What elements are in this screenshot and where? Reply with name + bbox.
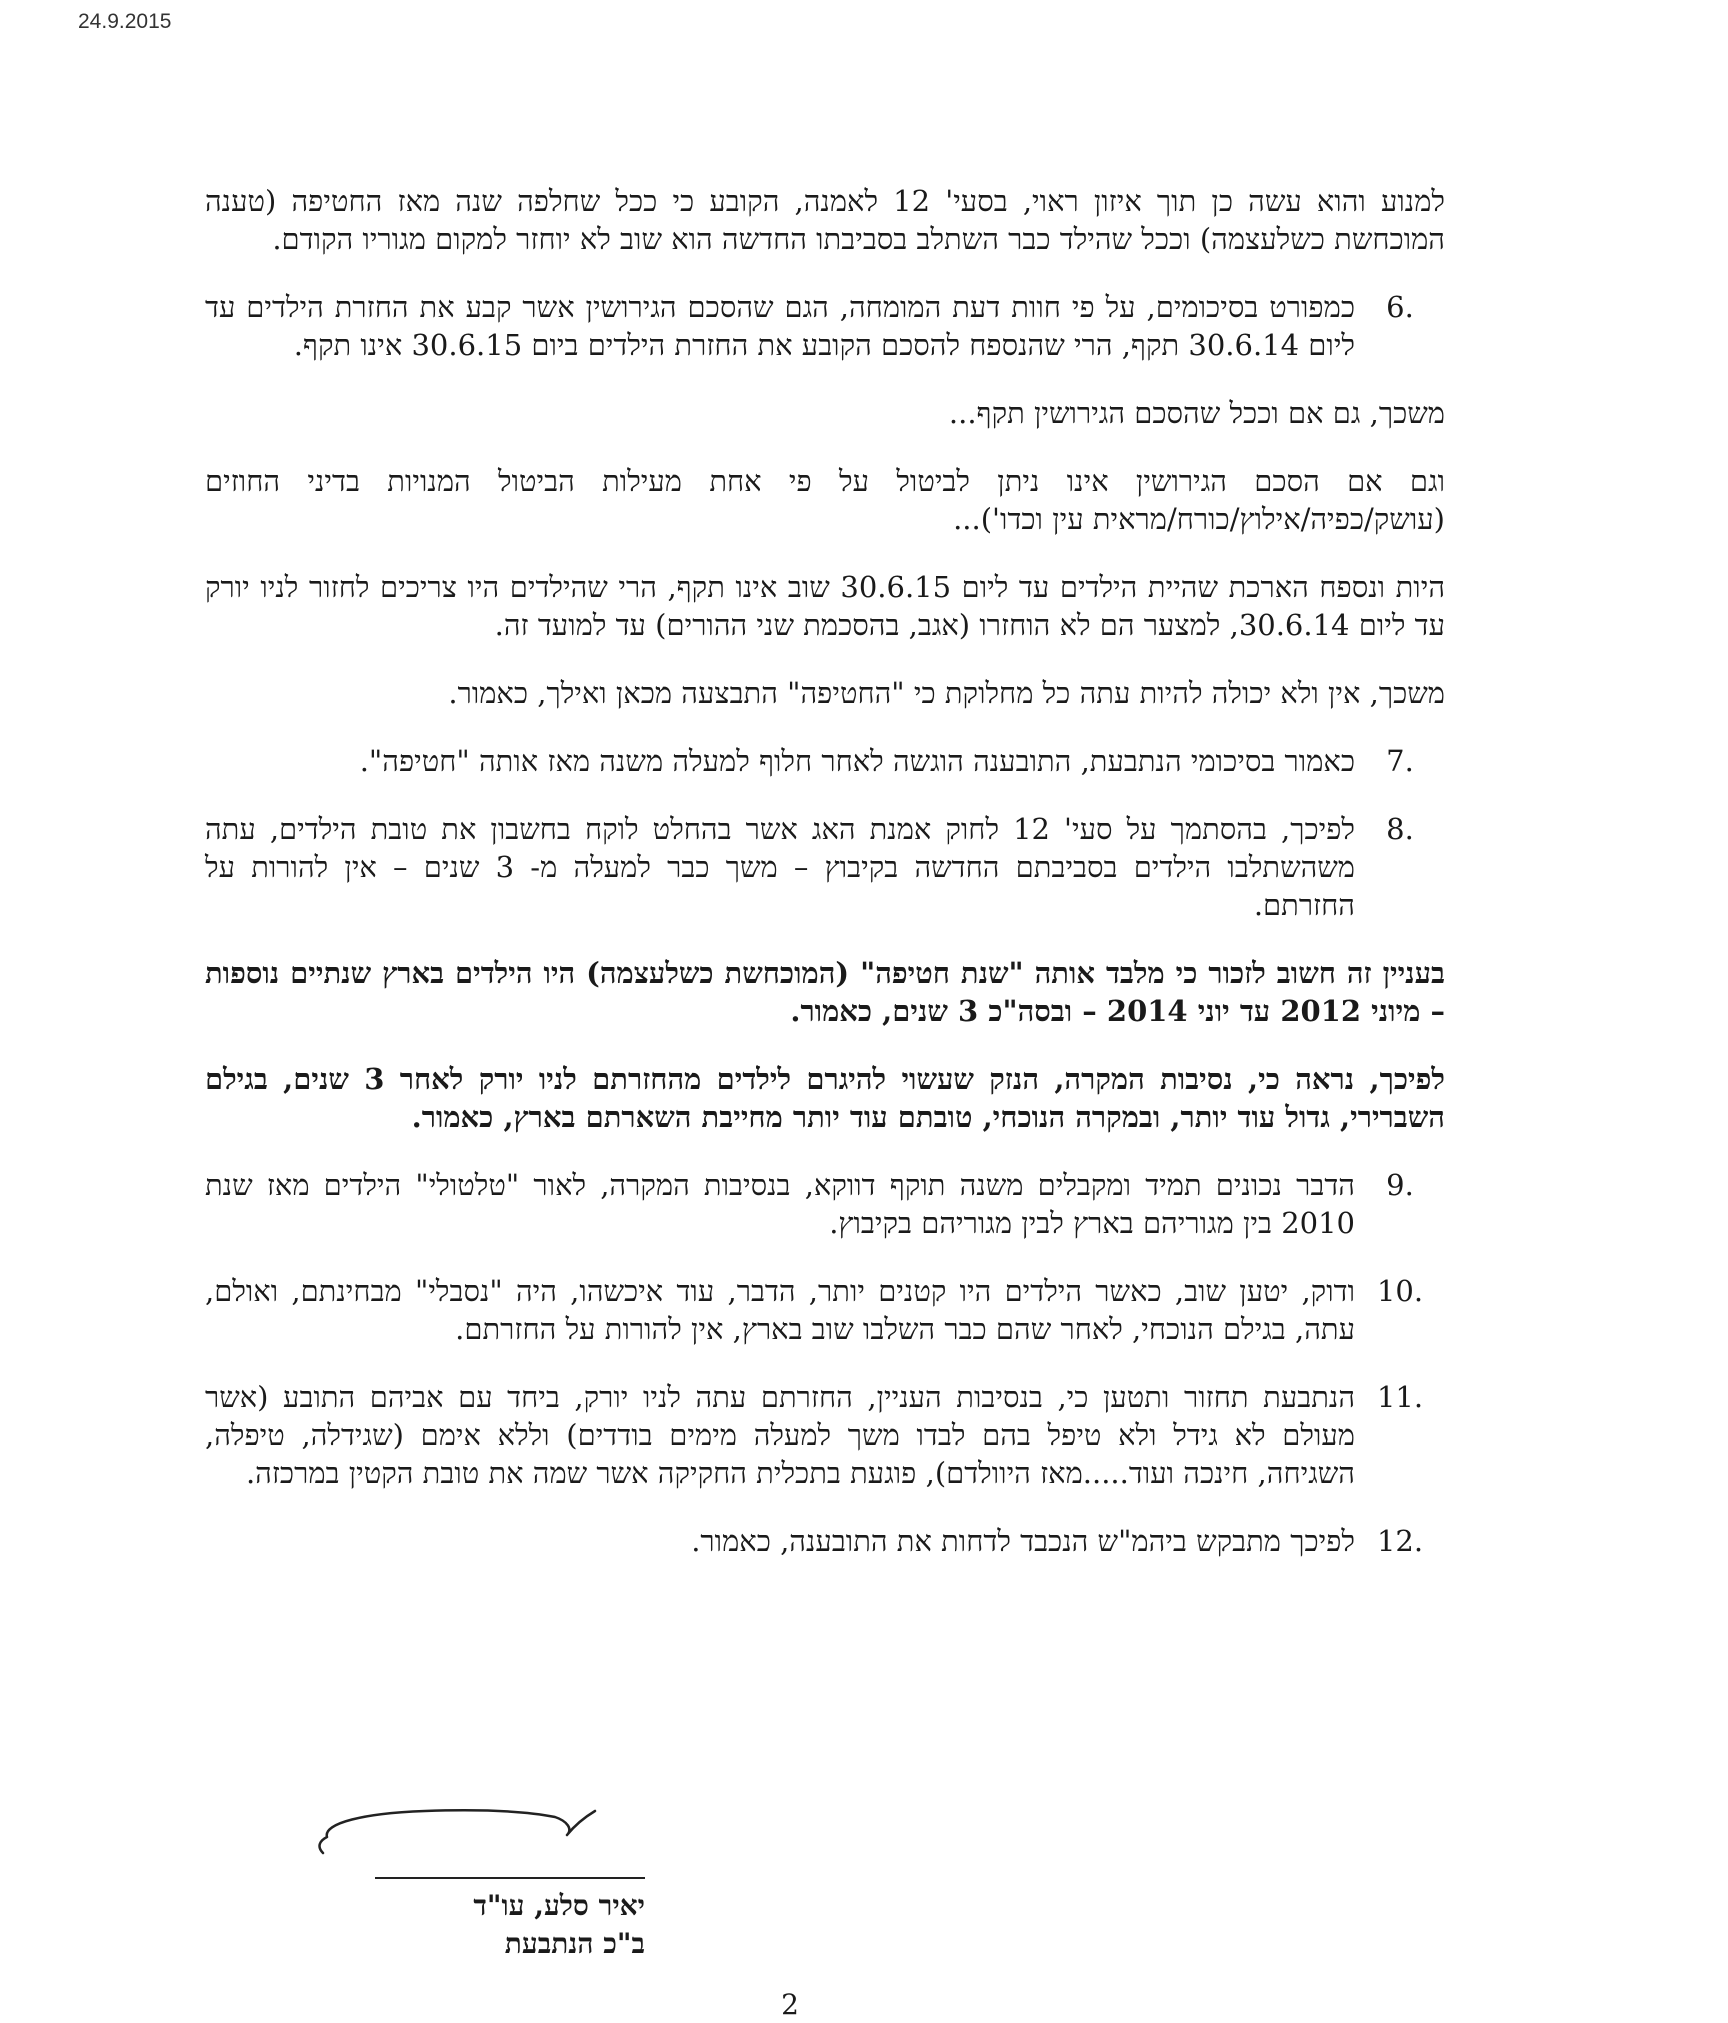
section-text: הדבר נכונים תמיד ומקבלים משנה תוקף דווקא, בנסיבות המקרה, לאור "טלטולי" הילדים מאז שנת 2010 בין מגוריהם בארץ לבין מגוריהם בקיבוץ.: [205, 1168, 1355, 1240]
section-text: הנתבעת תחזור ותטען כי, בנסיבות העניין, החזרתם עתה לניו יורק, ביחד עם אביהם התובע (אשר מעולם לא גידל ולא טיפל בהם לבדו משך למעלה מימים בודדים) וללא אימם (שגידלה, טיפלה, השגיחה, חינכה ועוד.....מאז היוולדם), פוגעת בתכלית החקיקה אשר שמה את טובת הקטין במרכזה.: [205, 1380, 1355, 1490]
document-date: 24.9.2015: [78, 10, 172, 33]
section-12: [205, 1522, 1445, 1560]
section-text: לפיכך מתבקש ביהמ"ש הנכבד לדחות את התובענה, כאמור.: [691, 1524, 1355, 1558]
sub-paragraph: משכך, גם אם וככל שהסכם הגירושין תקף...: [948, 396, 1445, 430]
section-text: כמפורט בסיכומים, על פי חוות דעת המומחה, הגם שהסכם הגירושין אשר קבע את החזרת הילדים עד ליום 30.6.14 תקף, הרי שהנספח להסכם הקובע את החזרת הילדים ביום 30.6.15 אינו תקף.: [205, 290, 1355, 362]
section-6: [205, 288, 1445, 364]
signature-line: [375, 1877, 645, 1879]
bold-paragraph: לפיכך, נראה כי, נסיבות המקרה, הנזק שעשוי להיגרם לילדים מהחזרתם לניו יורק לאחר 3 שנים, בגילם השברירי, גדול עוד יותר, ובמקרה הנוכחי, טובתם עוד יותר מחייבת השארתם בארץ, כאמור.: [205, 1062, 1445, 1134]
signatory-name: יאיר סלע, עו"ד: [473, 1889, 645, 1922]
handwritten-signature: [305, 1795, 645, 1875]
section-number: .6: [1386, 290, 1414, 324]
bold-paragraph: בעניין זה חשוב לזכור כי מלבד אותה "שנת חטיפה" (המוכחשת כשלעצמה) היו הילדים בארץ שנתיים נוספות – מיוני 2012 עד יוני 2014 – ובסה"כ 3 שנים, כאמור.: [205, 956, 1445, 1028]
section-number: .12: [1376, 1524, 1424, 1558]
sub-paragraph: וגם אם הסכם הגירושין אינו ניתן לביטול על פי אחת מעילות הביטול המנויות בדיני החוזים (עושק/כפיה/אילוץ/כורח/מראית עין וכדו')...: [205, 464, 1445, 536]
sub-paragraph: היות ונספח הארכת שהיית הילדים עד ליום 30.6.15 שוב אינו תקף, הרי שהילדים היו צריכים לחזור לניו יורק עד ליום 30.6.14, למצער הם לא הוחזרו (אגב, בהסכמת שני ההורים) עד למועד זה.: [205, 570, 1445, 642]
section-10: [205, 1272, 1445, 1348]
intro-paragraph: למנוע והוא עשה כן תוך איזון ראוי, בסעי' 12 לאמנה, הקובע כי ככל שחלפה שנה מאז החטיפה (טענה המוכחשת כשלעצמה) וככל שהילד כבר השתלב בסביבתו החדשה הוא שוב לא יוחזר למקום מגוריו הקודם.: [205, 184, 1445, 256]
section-number: .9: [1386, 1168, 1414, 1202]
signatory: [375, 1887, 645, 1963]
document-body: [205, 182, 1445, 1590]
section-number: .8: [1386, 812, 1414, 846]
signature-block: [305, 1795, 645, 1975]
section-number: .7: [1386, 744, 1414, 778]
section-number: .11: [1376, 1380, 1424, 1414]
signatory-role: ב"כ הנתבעת: [504, 1927, 645, 1960]
section-9: [205, 1166, 1445, 1242]
section-text: כאמור בסיכומי הנתבעת, התובענה הוגשה לאחר חלוף למעלה משנה מאז אותה "חטיפה".: [359, 744, 1355, 778]
section-11: [205, 1378, 1445, 1492]
section-text: ודוק, יטען שוב, כאשר הילדים היו קטנים יותר, הדבר, עוד איכשהו, היה "נסבלי" מבחינתם, ואולם, עתה, בגילם הנוכחי, לאחר שהם כבר השלבו שוב בארץ, אין להורות על החזרתם.: [205, 1274, 1355, 1346]
sub-paragraph: משכך, אין ולא יכולה להיות עתה כל מחלוקת כי "החטיפה" התבצעה מכאן ואילך, כאמור.: [448, 676, 1445, 710]
section-text: לפיכך, בהסתמך על סעי' 12 לחוק אמנת האג אשר בהחלט לוקח בחשבון את טובת הילדים, עתה משהשתלבו הילדים בסביבתם החדשה בקיבוץ – משך כבר למעלה מ- 3 שנים – אין להורות על החזרתם.: [205, 812, 1356, 922]
page-number: 2: [781, 1988, 799, 2021]
section-8: [205, 810, 1445, 924]
section-7: [205, 742, 1445, 780]
section-number: .10: [1376, 1274, 1424, 1308]
